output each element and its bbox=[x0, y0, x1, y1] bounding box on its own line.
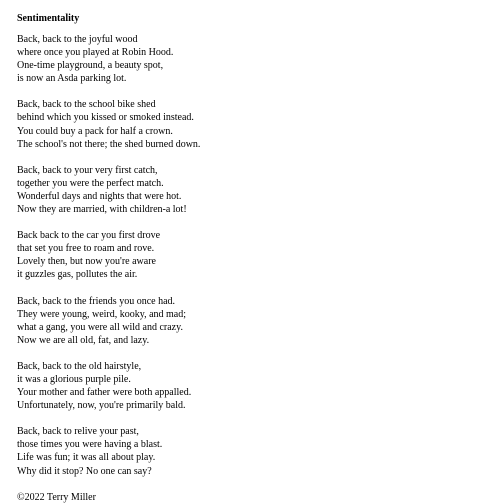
poem-line: Your mother and father were both appalled. bbox=[17, 387, 192, 399]
poem-line: Now we are all old, fat, and lazy. bbox=[17, 334, 150, 346]
poem-line: it was a glorious purple pile. bbox=[17, 373, 131, 385]
copyright-notice: ©2022 Terry Miller bbox=[17, 491, 96, 503]
poem-line: Back, back to relive your past, bbox=[17, 426, 139, 438]
poem-line: it guzzles gas, pollutes the air. bbox=[17, 269, 138, 281]
poem-line: Back, back to your very first catch, bbox=[17, 164, 158, 176]
stanza-1 bbox=[17, 33, 487, 85]
stanza-6 bbox=[17, 360, 487, 412]
poem-line: is now an Asda parking lot. bbox=[17, 73, 127, 85]
stanza-5 bbox=[17, 295, 487, 347]
poem-line: Back, back to the joyful wood bbox=[17, 34, 138, 45]
poem-line: Why did it stop? No one can say? bbox=[17, 465, 152, 477]
poem-line: Back, back to the old hairstyle, bbox=[17, 360, 142, 372]
poem-line: You could buy a pack for half a crown. bbox=[17, 125, 173, 137]
poem-line: Wonderful days and nights that were hot. bbox=[17, 190, 182, 202]
poem-line: that set you free to roam and rove. bbox=[17, 243, 155, 255]
poem-line: together you were the perfect match. bbox=[17, 177, 164, 189]
stanza-3 bbox=[17, 164, 487, 216]
poem-line: Back back to the car you first drove bbox=[17, 230, 161, 242]
poem-line: Unfortunately, now, you're primarily bald. bbox=[17, 400, 186, 412]
poem-title: Sentimentality bbox=[17, 13, 80, 24]
stanza-4 bbox=[17, 229, 487, 281]
poem-page bbox=[17, 12, 487, 504]
poem-line: what a gang, you were all wild and crazy. bbox=[17, 321, 183, 333]
poem-line: Life was fun; it was all about play. bbox=[17, 452, 156, 464]
poem-line: behind which you kissed or smoked instead. bbox=[17, 112, 194, 124]
poem-line: The school's not there; the shed burned down. bbox=[17, 138, 201, 150]
poem-line: those times you were having a blast. bbox=[17, 439, 163, 451]
poem-line: Now they are married, with children-a lot! bbox=[17, 204, 187, 216]
poem-line: Back, back to the friends you once had. bbox=[17, 295, 176, 307]
poem-line: One-time playground, a beauty spot, bbox=[17, 60, 164, 72]
poem-line: Lovely then, but now you're aware bbox=[17, 256, 156, 268]
poem-line: They were young, weird, kooky, and mad; bbox=[17, 308, 187, 320]
poem-line: Back, back to the school bike shed bbox=[17, 99, 156, 111]
stanza-7 bbox=[17, 425, 487, 477]
poem-line: where once you played at Robin Hood. bbox=[17, 47, 174, 59]
stanza-2 bbox=[17, 98, 487, 150]
